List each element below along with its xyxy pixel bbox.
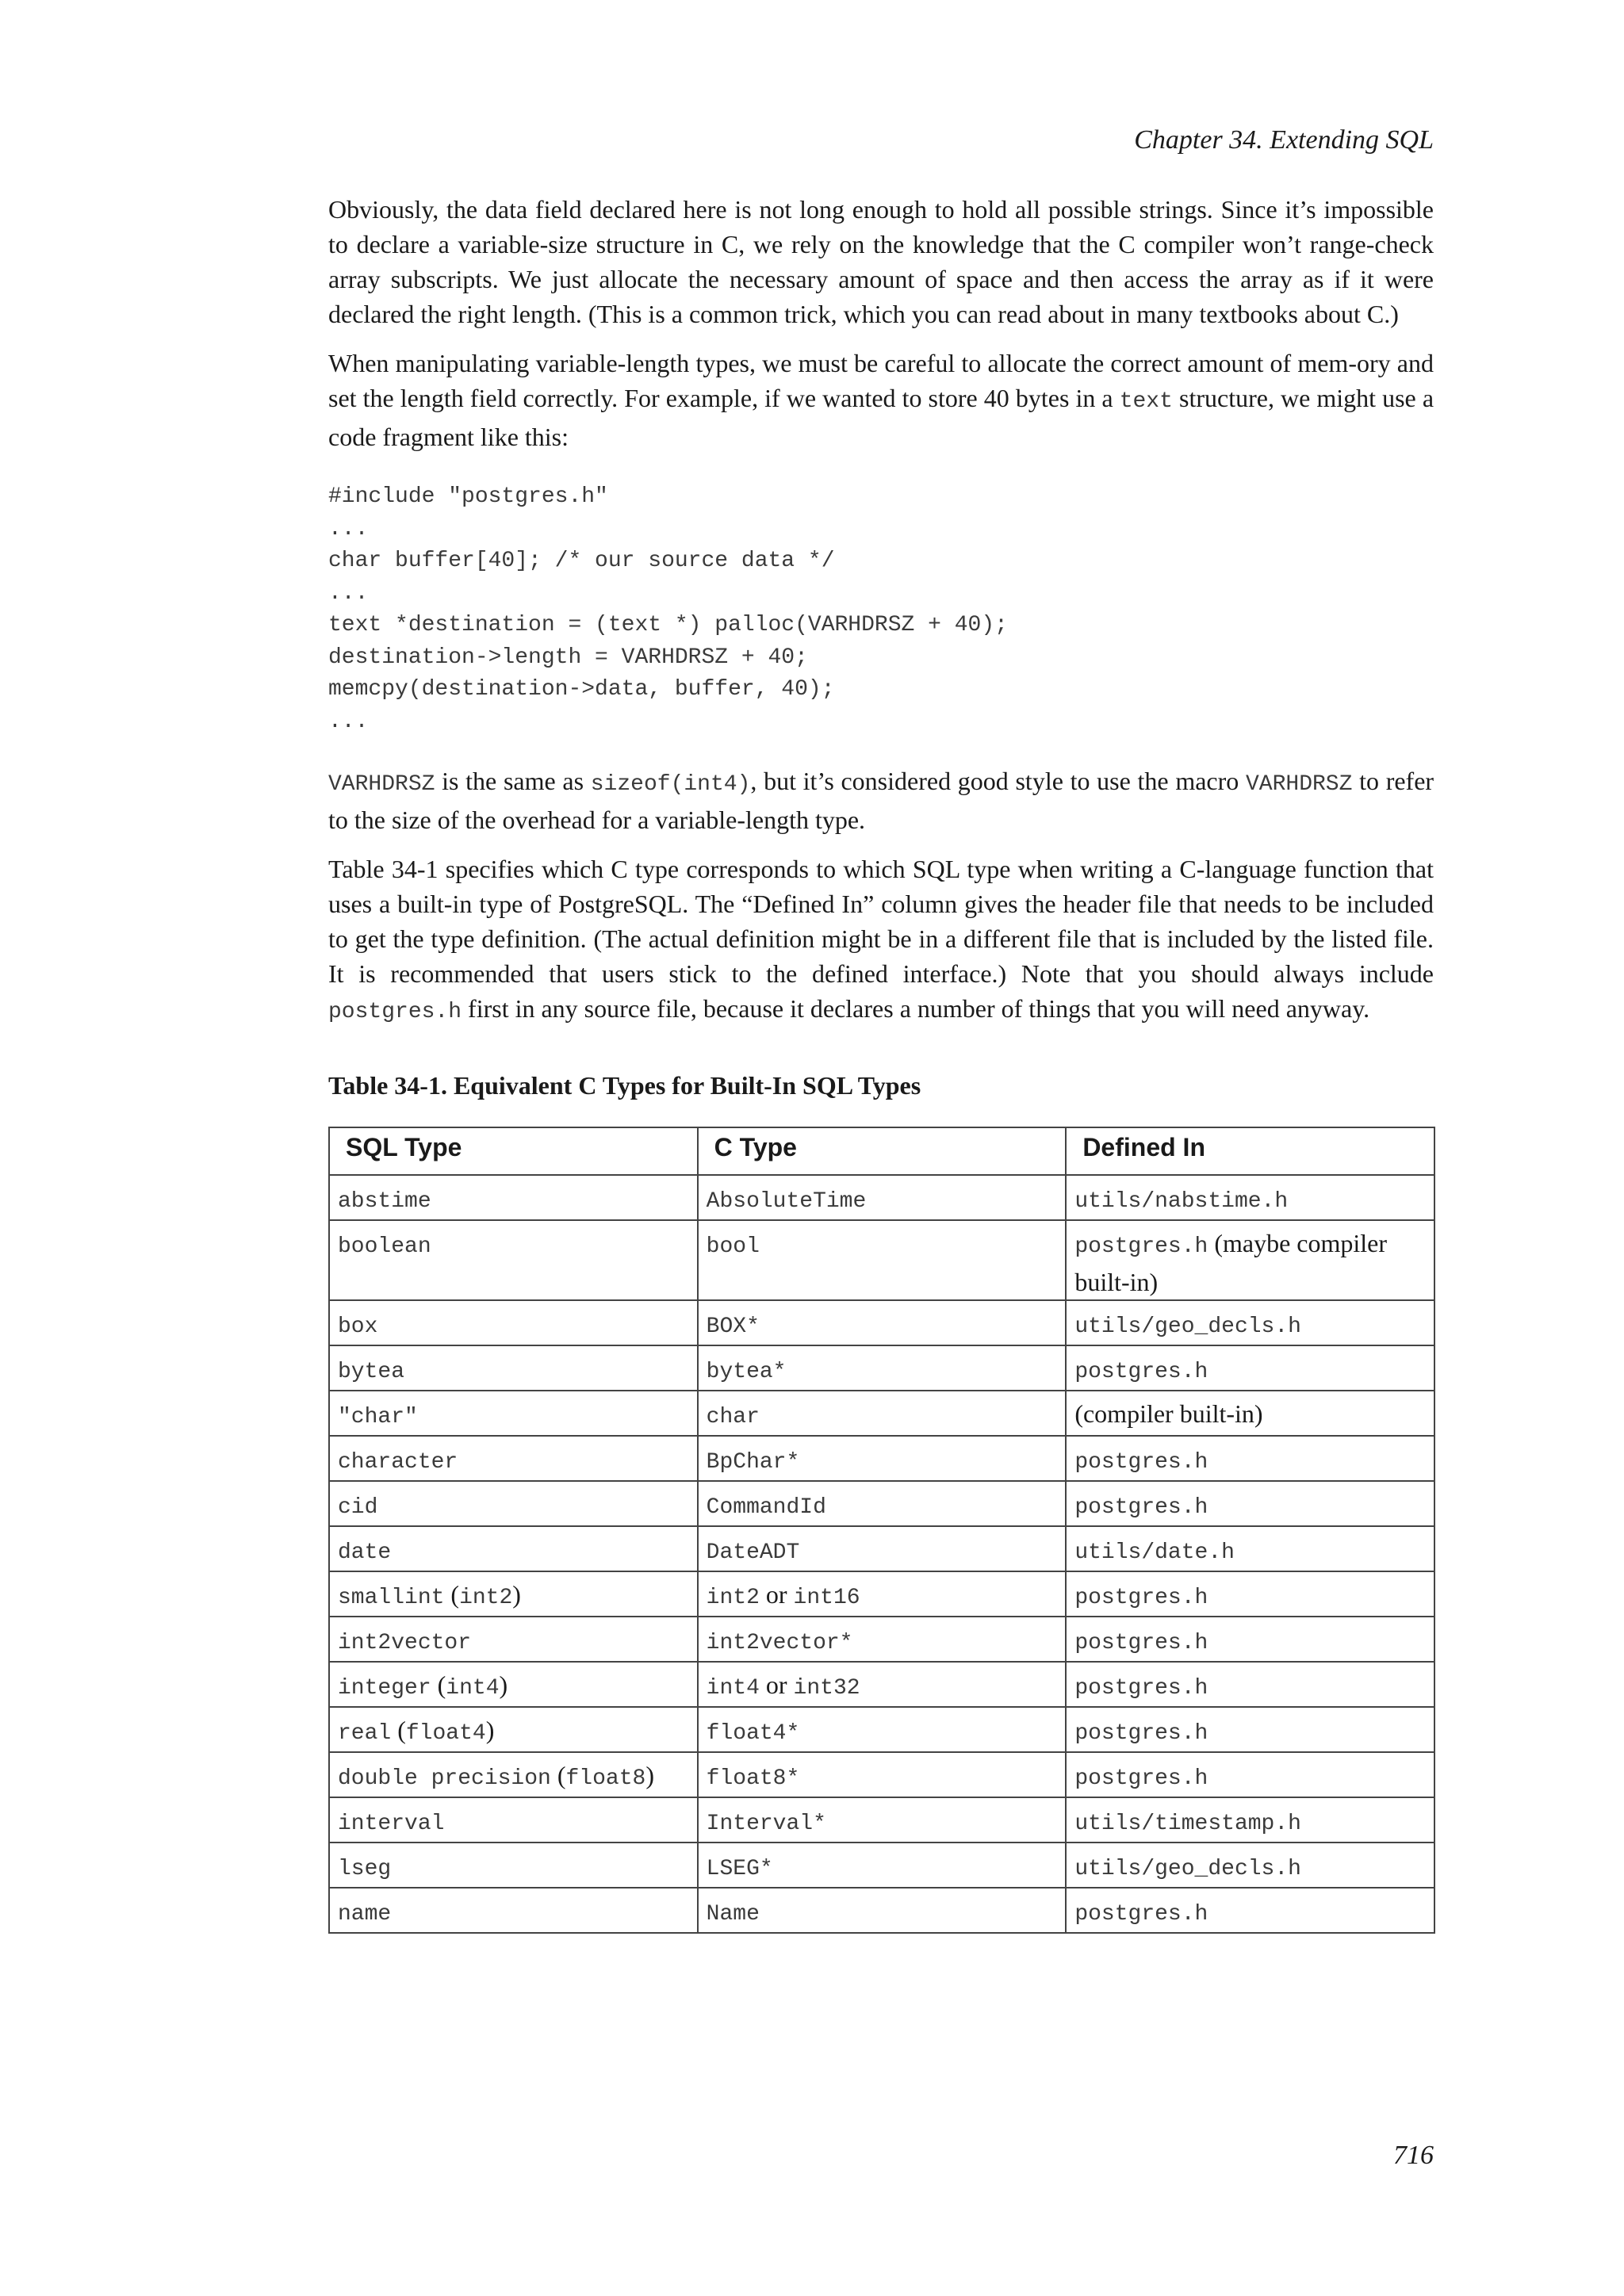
- defined-in: postgres.h: [1074, 1721, 1208, 1746]
- defined-in-cell: [1066, 1571, 1434, 1617]
- c-type: BOX*: [706, 1314, 760, 1339]
- c-type: float8*: [706, 1766, 800, 1791]
- table-row: [329, 1175, 1434, 1220]
- c-type-cell: [698, 1617, 1067, 1662]
- table-title: Table 34-1. Equivalent C Types for Built-In SQL Types: [328, 1071, 921, 1100]
- defined-in-cell: [1066, 1436, 1434, 1481]
- table-row: [329, 1300, 1434, 1345]
- code-line: destination->length = VARHDRSZ + 40;: [328, 645, 808, 670]
- c-type: int2: [706, 1586, 760, 1610]
- defined-in-cell: [1066, 1481, 1434, 1526]
- sql-type: "char": [338, 1405, 418, 1429]
- code-line: ...: [328, 580, 369, 606]
- inline-code-varhdrsz: VARHDRSZ: [328, 772, 435, 797]
- c-type-or: or: [765, 1580, 787, 1609]
- sql-type: box: [338, 1314, 378, 1339]
- running-header: Chapter 34. Extending SQL: [1134, 125, 1434, 155]
- code-line: char buffer[40]; /* our source data */: [328, 549, 835, 573]
- defined-in-cell: [1066, 1843, 1434, 1888]
- column-header-defined-in: Defined In: [1066, 1127, 1434, 1175]
- sql-type: date: [338, 1540, 392, 1565]
- c-type-alt: int16: [793, 1586, 860, 1610]
- c-type-cell: [698, 1571, 1067, 1617]
- defined-in: utils/geo_decls.h: [1074, 1314, 1301, 1339]
- paragraph-2-text-b: structure, we might use a code fragment like this:: [328, 384, 1434, 451]
- table-row: [329, 1617, 1434, 1662]
- sql-type-cell: [329, 1391, 698, 1436]
- sql-type: name: [338, 1902, 392, 1927]
- defined-in: postgres.h: [1074, 1902, 1208, 1927]
- sql-type-cell: [329, 1617, 698, 1662]
- sql-type: character: [338, 1450, 458, 1475]
- sql-type: abstime: [338, 1189, 431, 1214]
- defined-in-cell: [1066, 1662, 1434, 1707]
- defined-in: postgres.h: [1074, 1450, 1208, 1475]
- table-row: [329, 1843, 1434, 1888]
- table-row: [329, 1220, 1434, 1300]
- paragraph-3-text-a: is the same as: [442, 767, 584, 795]
- paragraph-4: [328, 851, 1434, 1030]
- sql-type-cell: [329, 1300, 698, 1345]
- table-row: [329, 1707, 1434, 1752]
- code-block: [328, 481, 1434, 738]
- defined-in: postgres.h: [1074, 1360, 1208, 1384]
- sql-type-cell: [329, 1797, 698, 1843]
- defined-in: (compiler built-in): [1074, 1399, 1263, 1428]
- c-type: Interval*: [706, 1812, 826, 1836]
- defined-in: utils/date.h: [1074, 1540, 1235, 1565]
- defined-in: utils/nabstime.h: [1074, 1189, 1289, 1214]
- table-row: [329, 1888, 1434, 1933]
- table-row: [329, 1391, 1434, 1436]
- c-type-cell: [698, 1752, 1067, 1797]
- sql-type-cell: [329, 1888, 698, 1933]
- defined-in: postgres.h: [1074, 1631, 1208, 1655]
- c-type-or: or: [765, 1670, 787, 1699]
- c-type: LSEG*: [706, 1857, 773, 1881]
- c-type: char: [706, 1405, 760, 1429]
- sql-type: smallint: [338, 1586, 445, 1610]
- table-row: [329, 1481, 1434, 1526]
- defined-in: postgres.h: [1074, 1676, 1208, 1701]
- sql-type-cell: [329, 1526, 698, 1571]
- defined-in-cell: [1066, 1345, 1434, 1391]
- defined-in-note: (maybe compiler built-in): [1074, 1229, 1388, 1296]
- paragraph-3: [328, 763, 1434, 837]
- c-type-cell: [698, 1391, 1067, 1436]
- sql-type: integer: [338, 1676, 431, 1701]
- sql-type-cell: double precision (float8): [329, 1752, 698, 1797]
- inline-code-text: text: [1119, 389, 1173, 414]
- c-type: Name: [706, 1902, 760, 1927]
- c-type: BpChar*: [706, 1450, 800, 1475]
- column-header-sql-type: SQL Type: [329, 1127, 698, 1175]
- sql-type: interval: [338, 1812, 445, 1836]
- defined-in: utils/timestamp.h: [1074, 1812, 1301, 1836]
- sql-type-alias: float8: [565, 1766, 646, 1791]
- inline-code-postgres-h: postgres.h: [328, 1000, 462, 1024]
- paragraph-4-text-b: first in any source file, because it declares a number of things that you will need anyway.: [468, 994, 1370, 1023]
- sql-type-cell: [329, 1175, 698, 1220]
- table-row: [329, 1526, 1434, 1571]
- sql-type-alias: int4: [446, 1676, 500, 1701]
- defined-in: postgres.h: [1074, 1495, 1208, 1520]
- page-number: 716: [1393, 2141, 1434, 2170]
- paragraph-2: [328, 346, 1434, 454]
- defined-in-cell: [1066, 1707, 1434, 1752]
- defined-in-cell: [1066, 1797, 1434, 1843]
- inline-code-varhdrsz: VARHDRSZ: [1245, 772, 1353, 797]
- page-content: [328, 192, 1434, 1934]
- defined-in-cell: [1066, 1220, 1434, 1300]
- defined-in-cell: [1066, 1391, 1434, 1436]
- inline-code-sizeof: sizeof(int4): [590, 772, 751, 797]
- sql-type: double precision: [338, 1766, 551, 1791]
- sql-type: int2vector: [338, 1631, 472, 1655]
- table-row: [329, 1345, 1434, 1391]
- sql-type: real: [338, 1721, 392, 1746]
- c-type-cell: [698, 1481, 1067, 1526]
- code-line: ...: [328, 516, 369, 541]
- table-row: [329, 1436, 1434, 1481]
- sql-type-cell: real (float4): [329, 1707, 698, 1752]
- defined-in-cell: [1066, 1888, 1434, 1933]
- defined-in-cell: [1066, 1300, 1434, 1345]
- c-type: CommandId: [706, 1495, 826, 1520]
- sql-type-cell: smallint (int2): [329, 1571, 698, 1617]
- c-type: DateADT: [706, 1540, 800, 1565]
- sql-type-cell: [329, 1345, 698, 1391]
- table-row: [329, 1797, 1434, 1843]
- c-type-cell: [698, 1526, 1067, 1571]
- c-type: bool: [706, 1234, 760, 1259]
- code-line: #include "postgres.h": [328, 484, 608, 509]
- defined-in: utils/geo_decls.h: [1074, 1857, 1301, 1881]
- sql-type-cell: integer (int4): [329, 1662, 698, 1707]
- code-line: ...: [328, 709, 369, 734]
- paragraph-1: Obviously, the data field declared here is not long enough to hold all possible strings. Since it’s impossible to declare a variable-size structure in C, we rely on the knowledge that the C compiler won’t range-check array subscripts. We just allocate the necessary amount of space and then access the array as if it were declared the right length. (This is a common trick, which you can read about in many textbooks about C.): [328, 195, 1434, 328]
- table-header-row: [329, 1127, 1434, 1175]
- c-type: float4*: [706, 1721, 800, 1746]
- c-type: int4: [706, 1676, 760, 1701]
- paragraph-3-text-c: to refer to the size of the overhead for a variable-length type.: [328, 767, 1434, 834]
- table-row: [329, 1752, 1434, 1797]
- c-type-cell: [698, 1707, 1067, 1752]
- defined-in-cell: [1066, 1175, 1434, 1220]
- code-line: memcpy(destination->data, buffer, 40);: [328, 677, 835, 702]
- sql-type-cell: [329, 1481, 698, 1526]
- code-line: text *destination = (text *) palloc(VARHDRSZ + 40);: [328, 613, 1008, 637]
- column-header-c-type: C Type: [698, 1127, 1067, 1175]
- defined-in-cell: [1066, 1752, 1434, 1797]
- c-type-cell: [698, 1662, 1067, 1707]
- table-row: [329, 1662, 1434, 1707]
- defined-in: postgres.h: [1074, 1586, 1208, 1610]
- defined-in-cell: [1066, 1617, 1434, 1662]
- defined-in: postgres.h: [1074, 1234, 1208, 1259]
- paragraph-4-text-a: Table 34-1 specifies which C type corresponds to which SQL type when writing a C-language function that uses a built-in type of PostgreSQL. The “Defined In” column gives the header file that needs to be included to get the type definition. (The actual definition might be in a different file that is included by the listed file. It is recommended that users stick to the defined interface.) Note that you should always include: [328, 855, 1434, 988]
- sql-type: lseg: [338, 1857, 392, 1881]
- types-table: [328, 1127, 1435, 1934]
- c-type-cell: [698, 1797, 1067, 1843]
- c-type-cell: [698, 1888, 1067, 1933]
- paragraph-3-text-b: , but it’s considered good style to use the macro: [750, 767, 1239, 795]
- c-type: AbsoluteTime: [706, 1189, 867, 1214]
- sql-type-cell: [329, 1843, 698, 1888]
- sql-type-cell: [329, 1220, 698, 1300]
- defined-in: postgres.h: [1074, 1766, 1208, 1791]
- sql-type-alias: float4: [405, 1721, 486, 1746]
- c-type-cell: [698, 1345, 1067, 1391]
- sql-type: cid: [338, 1495, 378, 1520]
- sql-type-cell: [329, 1436, 698, 1481]
- sql-type: boolean: [338, 1234, 431, 1259]
- table-row: [329, 1571, 1434, 1617]
- c-type: int2vector*: [706, 1631, 853, 1655]
- c-type-cell: [698, 1436, 1067, 1481]
- paragraph-2-text-a: When manipulating variable-length types, we must be careful to allocate the correct amount of mem-ory and set the length field correctly. For example, if we wanted to store 40 bytes in a: [328, 349, 1434, 412]
- c-type: bytea*: [706, 1360, 787, 1384]
- c-type-cell: [698, 1175, 1067, 1220]
- sql-type-alias: int2: [459, 1586, 513, 1610]
- c-type-cell: [698, 1300, 1067, 1345]
- c-type-cell: [698, 1220, 1067, 1300]
- sql-type: bytea: [338, 1360, 405, 1384]
- c-type-cell: [698, 1843, 1067, 1888]
- defined-in-cell: [1066, 1526, 1434, 1571]
- c-type-alt: int32: [793, 1676, 860, 1701]
